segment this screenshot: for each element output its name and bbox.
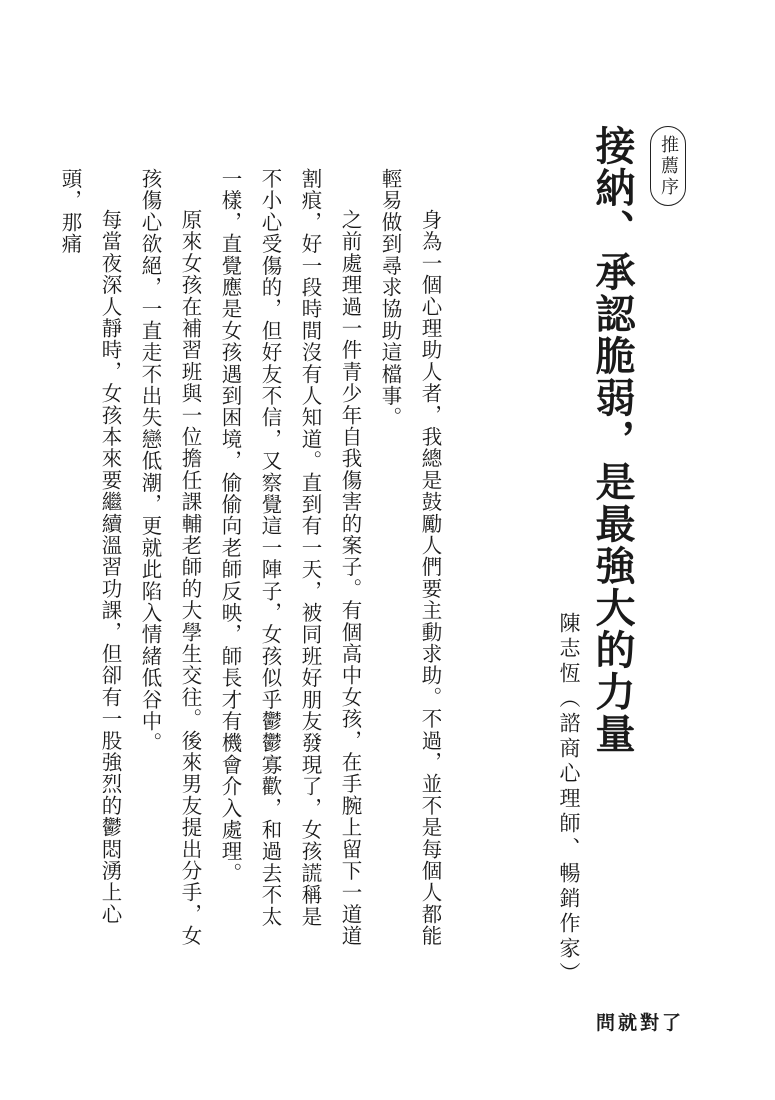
paragraph: 每當夜深人靜時，女孩本來要繼續溫習功課，但卻有一股強烈的鬱悶湧上心頭，那痛 (58, 168, 122, 926)
paragraph: 原來女孩在補習班與一位擔任課輔老師的大學生交往。後來男友提出分手，女孩傷心欲絕，一直走不出失戀低潮，更就此陷入情緒低谷中。 (138, 168, 202, 947)
paragraph: 之前處理過一件青少年自我傷害的案子。有個高中女孩，在手腕上留下一道道割痕，好一段時間沒有人知道。直到有一天，被同班好朋友發現了，女孩謊稱是不小心受傷的，但好友不信，又察覺這一陣子，女孩似乎鬱鬱寡歡，和過去不太一樣，直覺應是女孩遇到困境，偷偷向老師反映，師長才有機會介入處理。 (218, 168, 362, 947)
chapter-title: 接納、承認脆弱，是最強大的力量 (589, 125, 636, 755)
body-text (58, 168, 450, 948)
paragraph: 身為一個心理助人者，我總是鼓勵人們要主動求助。不過，並不是每個人都能輕易做到尋求協助這檔事。 (378, 168, 442, 947)
running-footer: 問就對了 (596, 1012, 685, 1034)
section-label-box (650, 126, 686, 206)
section-label: 推薦序 (658, 134, 679, 198)
author-byline: 陳志恆（諮商心理師、暢銷作家） (557, 612, 581, 987)
